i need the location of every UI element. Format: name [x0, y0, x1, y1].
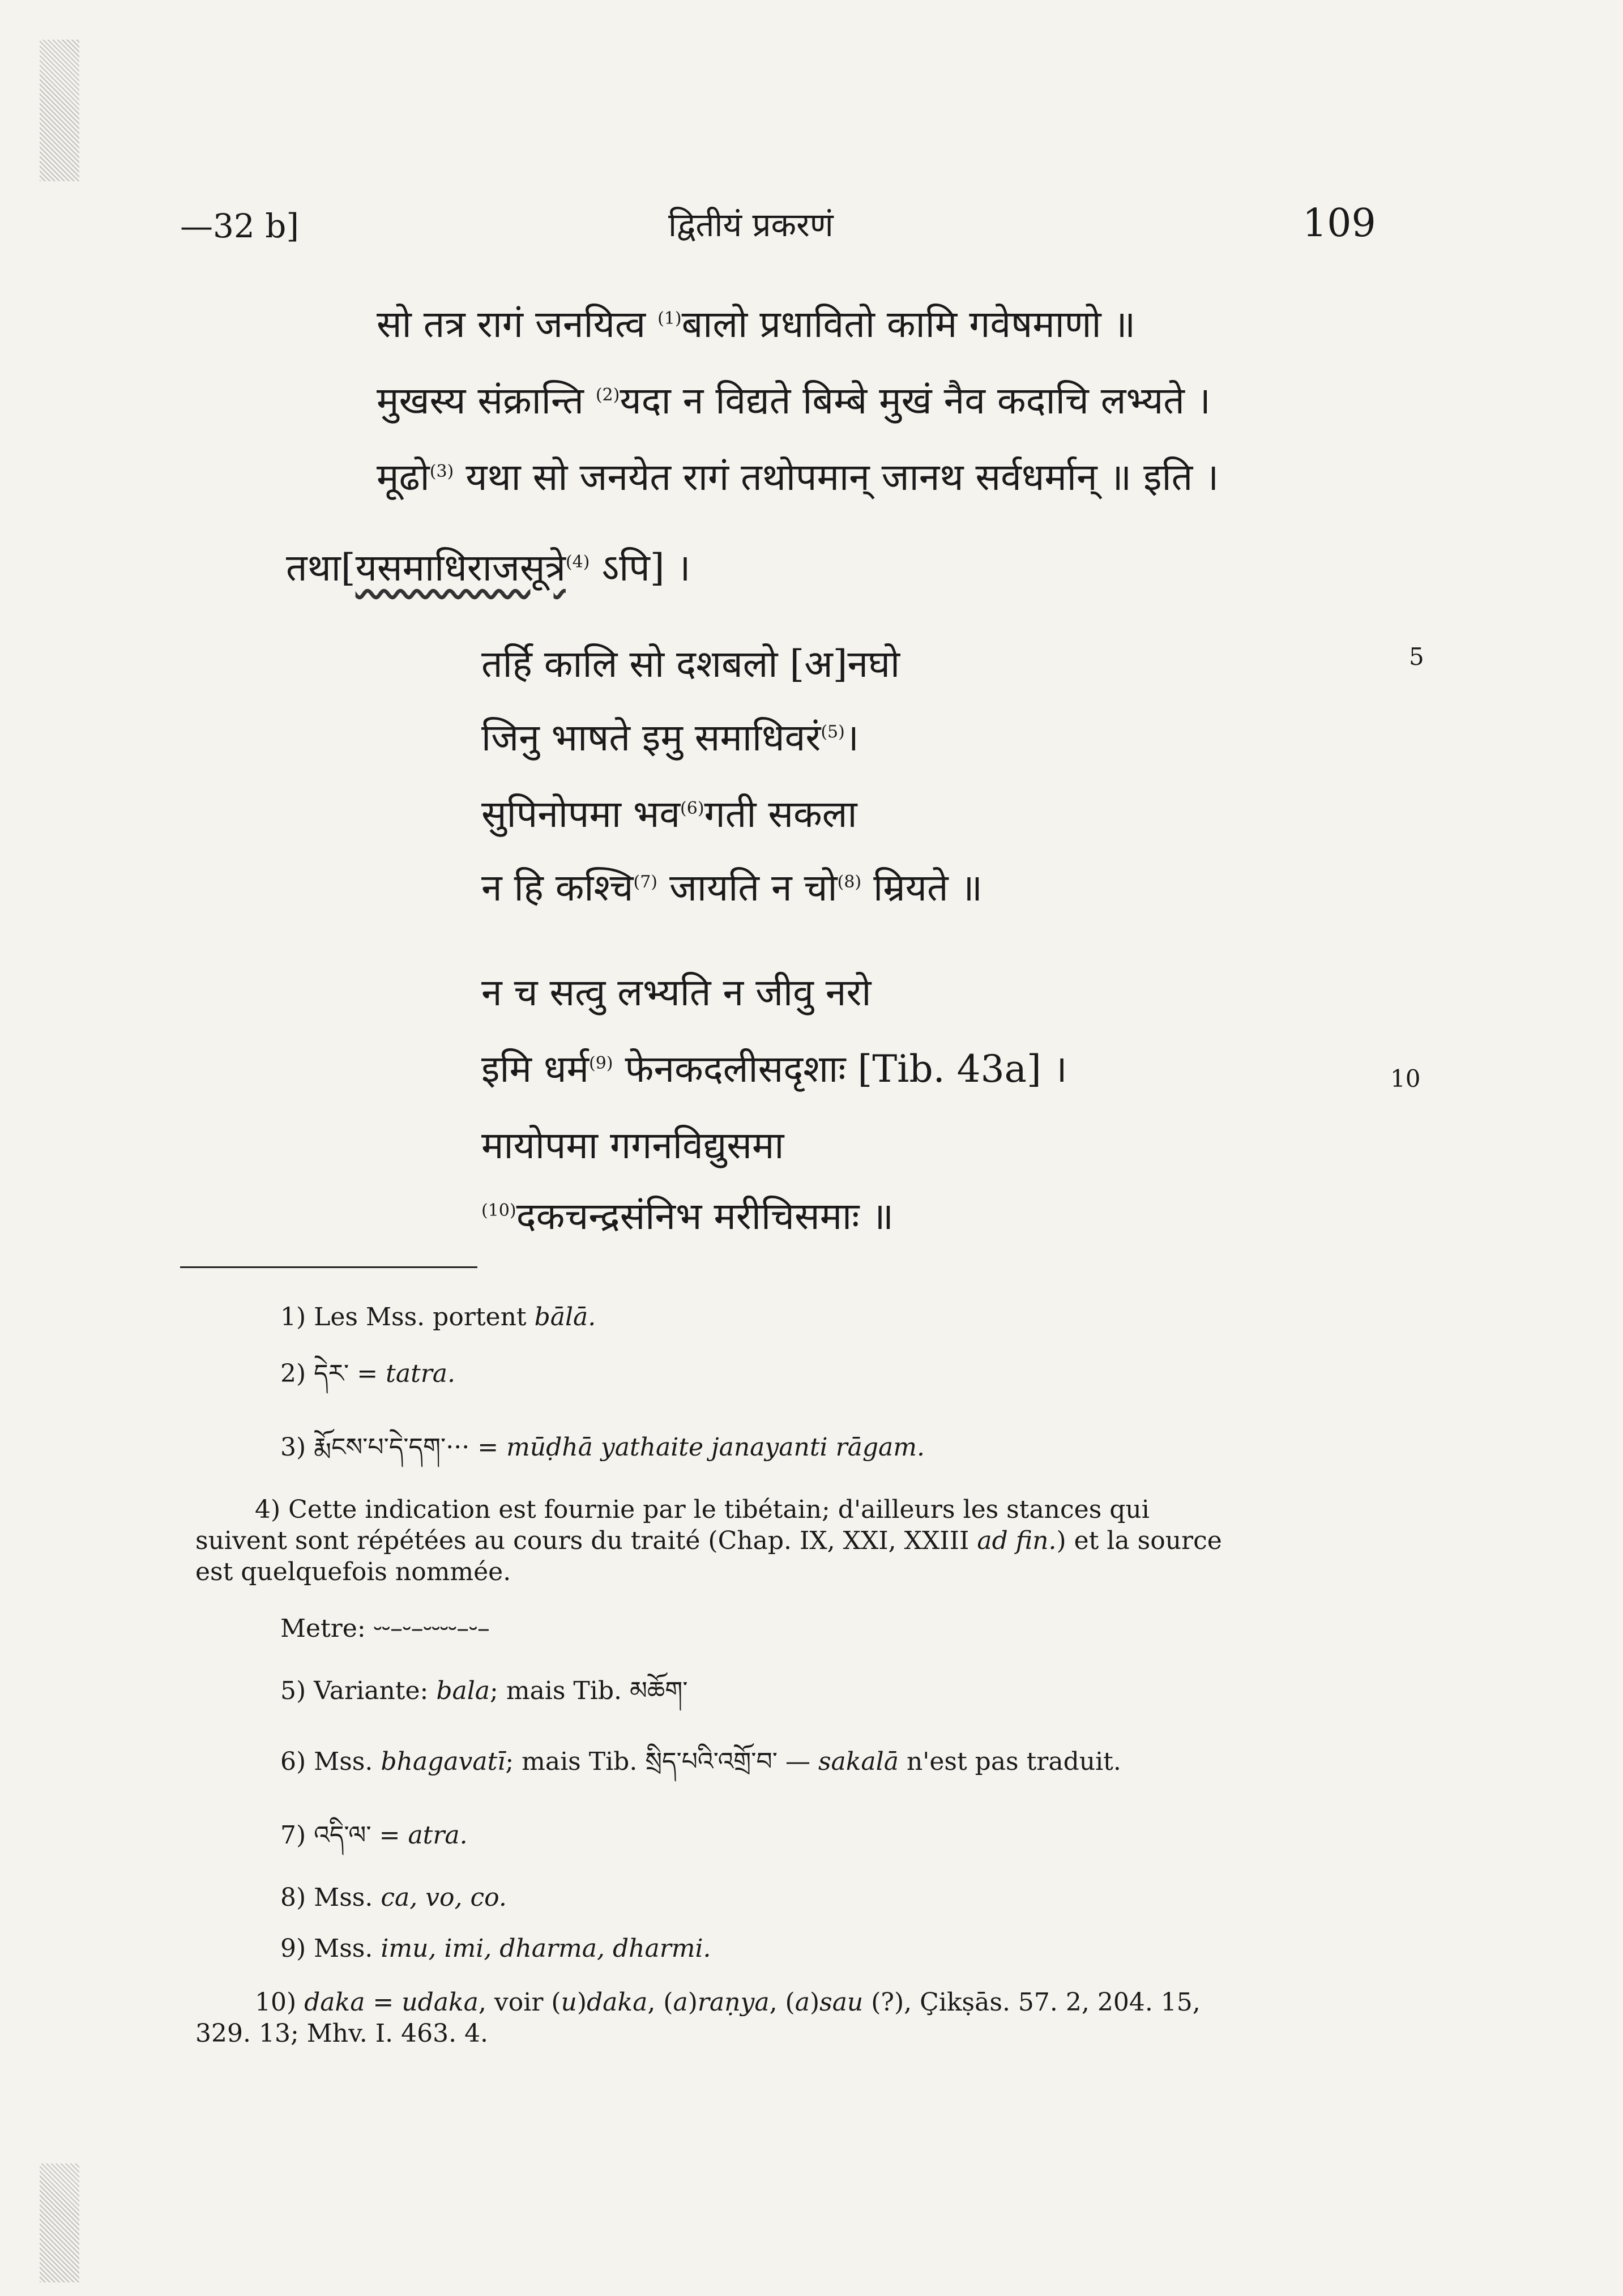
- verse3-line2: [481, 1042, 1067, 1093]
- page-number: 109: [1302, 201, 1376, 246]
- text: bālā.: [534, 1303, 596, 1331]
- text: Metre:: [280, 1614, 374, 1643]
- text: जिनु भाषते इमु समाधिवरं: [481, 716, 821, 759]
- text: 7): [280, 1821, 306, 1850]
- footnote-10-line2: 329. 13; Mhv. I. 463. 4.: [195, 2019, 489, 2048]
- footnote-4-line3: est quelquefois nommée.: [195, 1557, 511, 1586]
- verse3-line3: [481, 1119, 784, 1170]
- text: म्रियते ॥: [861, 866, 983, 910]
- text: raṇya: [697, 1988, 770, 2017]
- text: 5) Variante:: [280, 1676, 437, 1705]
- tibetan-text: རྨོངས་པ་དེ་དག་: [314, 1433, 446, 1462]
- text: =: [371, 1821, 408, 1850]
- verse3-line1: [481, 966, 872, 1017]
- footnote-9: [280, 1934, 711, 1964]
- footnote-10-line1: [255, 1988, 1201, 2018]
- metre-pattern: ⏑⏑–⏑–⏑⏑⏑⏑–⏑–: [373, 1614, 490, 1643]
- verse2-line1: [481, 637, 900, 688]
- running-header-left: —32 b]: [180, 207, 299, 245]
- text: 3): [280, 1433, 306, 1462]
- text: ) et la source: [1056, 1526, 1222, 1555]
- scan-edge-bottom: [40, 2163, 79, 2282]
- text: n'est pas traduit.: [898, 1747, 1121, 1776]
- text: फेनकदलीसदृशाः [Tib. 43a] ।: [613, 1047, 1067, 1091]
- tibetan-text: སྲིད་པའི་འགྲོ་བ་: [645, 1747, 778, 1776]
- footnote-mark: (6): [680, 799, 704, 818]
- verse2-line4: [481, 861, 983, 912]
- footnote-2: [280, 1359, 455, 1389]
- text: —: [777, 1747, 818, 1776]
- text: न च सत्वु लभ्यति न जीवु नरो: [481, 971, 872, 1014]
- scan-edge-top: [40, 40, 79, 181]
- text: मायोपमा गगनविद्युसमा: [481, 1124, 784, 1167]
- text: ऽपि] ।: [590, 546, 691, 590]
- text: bala: [436, 1676, 490, 1705]
- footnote-mark: (8): [837, 872, 862, 892]
- verse1-line3: [377, 450, 1219, 501]
- footnote-7: [280, 1821, 468, 1851]
- text: बालो प्रधावितो कामि गवेषमाणो ॥: [681, 302, 1136, 346]
- text: ): [687, 1988, 698, 2017]
- text: 2): [280, 1359, 306, 1388]
- text: imu, imi, dharma, dharmi.: [381, 1934, 711, 1963]
- sutra-title: यसमाधिराजसूत्रे: [355, 546, 566, 590]
- text: a: [795, 1988, 810, 2017]
- text: suivent sont répétées au cours du traité (Chap. IX, XXI, XXIII: [195, 1526, 977, 1555]
- verse3-line4: [481, 1189, 894, 1240]
- text: ; mais Tib.: [505, 1747, 638, 1776]
- footnote-1: [280, 1303, 596, 1333]
- text: जायति न चो: [657, 866, 838, 910]
- footnote-3: [280, 1433, 925, 1463]
- footnote-4-line2: [195, 1526, 1222, 1556]
- text: 8) Mss.: [280, 1883, 381, 1912]
- text: udaka: [402, 1988, 479, 2017]
- text: तथा[: [286, 546, 356, 590]
- text: daka: [587, 1988, 648, 2017]
- text: सो तत्र रागं जनयित्व: [377, 302, 658, 346]
- text: 9) Mss.: [280, 1934, 381, 1963]
- footnote-mark: (3): [429, 462, 454, 481]
- text: ।: [844, 716, 859, 759]
- text: 1) Les Mss. portent: [280, 1303, 535, 1331]
- text: mūḍhā yathaite janayanti rāgam.: [506, 1433, 925, 1462]
- running-header-title: द्वितीयं प्रकरणं: [668, 206, 834, 244]
- footnote-5: [280, 1676, 687, 1706]
- footnote-6: [280, 1747, 1121, 1777]
- text: यदा न विद्यते बिम्बे मुखं नैव कदाचि लभ्यते ।: [620, 379, 1211, 423]
- footnote-mark: (4): [565, 552, 590, 572]
- text: दकचन्द्रसंनिभ मरीचिसमाः ॥: [516, 1194, 894, 1238]
- text: , (: [769, 1988, 795, 2017]
- tibetan-text: མཆོག་: [630, 1676, 688, 1705]
- footnote-mark: (2): [595, 385, 620, 405]
- intro-line: [286, 541, 691, 592]
- text: गती सकला: [704, 792, 857, 836]
- verse2-line2: [481, 711, 859, 762]
- text: (?), Çikṣās. 57. 2, 204. 15,: [863, 1988, 1201, 2017]
- tibetan-text: དེར་: [314, 1359, 349, 1388]
- line-number-10: 10: [1390, 1065, 1421, 1092]
- footnote-4-line1: 4) Cette indication est fournie par le tibétain; d'ailleurs les stances qui: [255, 1495, 1150, 1524]
- footnote-mark: (10): [481, 1201, 516, 1220]
- text: ; mais Tib.: [490, 1676, 622, 1705]
- line-number-5: 5: [1409, 643, 1424, 671]
- text: u: [561, 1988, 577, 2017]
- footnote-rule: [180, 1266, 477, 1268]
- text: sau: [819, 1988, 864, 2017]
- text: न हि कश्चि: [481, 866, 634, 910]
- text: 6) Mss.: [280, 1747, 381, 1776]
- footnote-mark: (7): [633, 872, 657, 892]
- text: ca, vo, co.: [381, 1883, 507, 1912]
- footnote-8: [280, 1883, 507, 1913]
- text: ): [576, 1988, 587, 2017]
- text: मुखस्य संक्रान्ति: [377, 379, 596, 423]
- footnote-mark: (9): [589, 1053, 613, 1073]
- tibetan-text: འདི་ལ་: [314, 1821, 371, 1850]
- verse2-line3: [481, 787, 857, 838]
- text: मूढो: [377, 455, 430, 499]
- text: ad fin.: [977, 1526, 1057, 1555]
- text: atra.: [408, 1821, 468, 1850]
- text: a: [673, 1988, 688, 2017]
- text: bhagavatī: [381, 1747, 506, 1776]
- text: इमि धर्म: [481, 1047, 590, 1091]
- text: 10): [255, 1988, 305, 2017]
- text: सुपिनोपमा भव: [481, 792, 681, 836]
- text: =: [349, 1359, 386, 1388]
- footnote-mark: (5): [821, 722, 845, 742]
- verse1-line1: [377, 297, 1135, 348]
- text: tatra.: [386, 1359, 456, 1388]
- text: ··· =: [446, 1433, 507, 1462]
- text: यथा सो जनयेत रागं तथोपमान् जानथ सर्वधर्मान् ॥ इति ।: [454, 455, 1219, 499]
- text: तर्हि कालि सो दशबलो [अ]नघो: [481, 642, 900, 686]
- text: , (: [647, 1988, 673, 2017]
- text: =: [365, 1988, 402, 2017]
- text: , voir (: [478, 1988, 561, 2017]
- text: ): [809, 1988, 820, 2017]
- verse1-line2: [377, 374, 1211, 425]
- metre-line: [280, 1614, 490, 1644]
- text: sakalā: [818, 1747, 899, 1776]
- footnote-mark: (1): [657, 309, 682, 328]
- text: daka: [304, 1988, 365, 2017]
